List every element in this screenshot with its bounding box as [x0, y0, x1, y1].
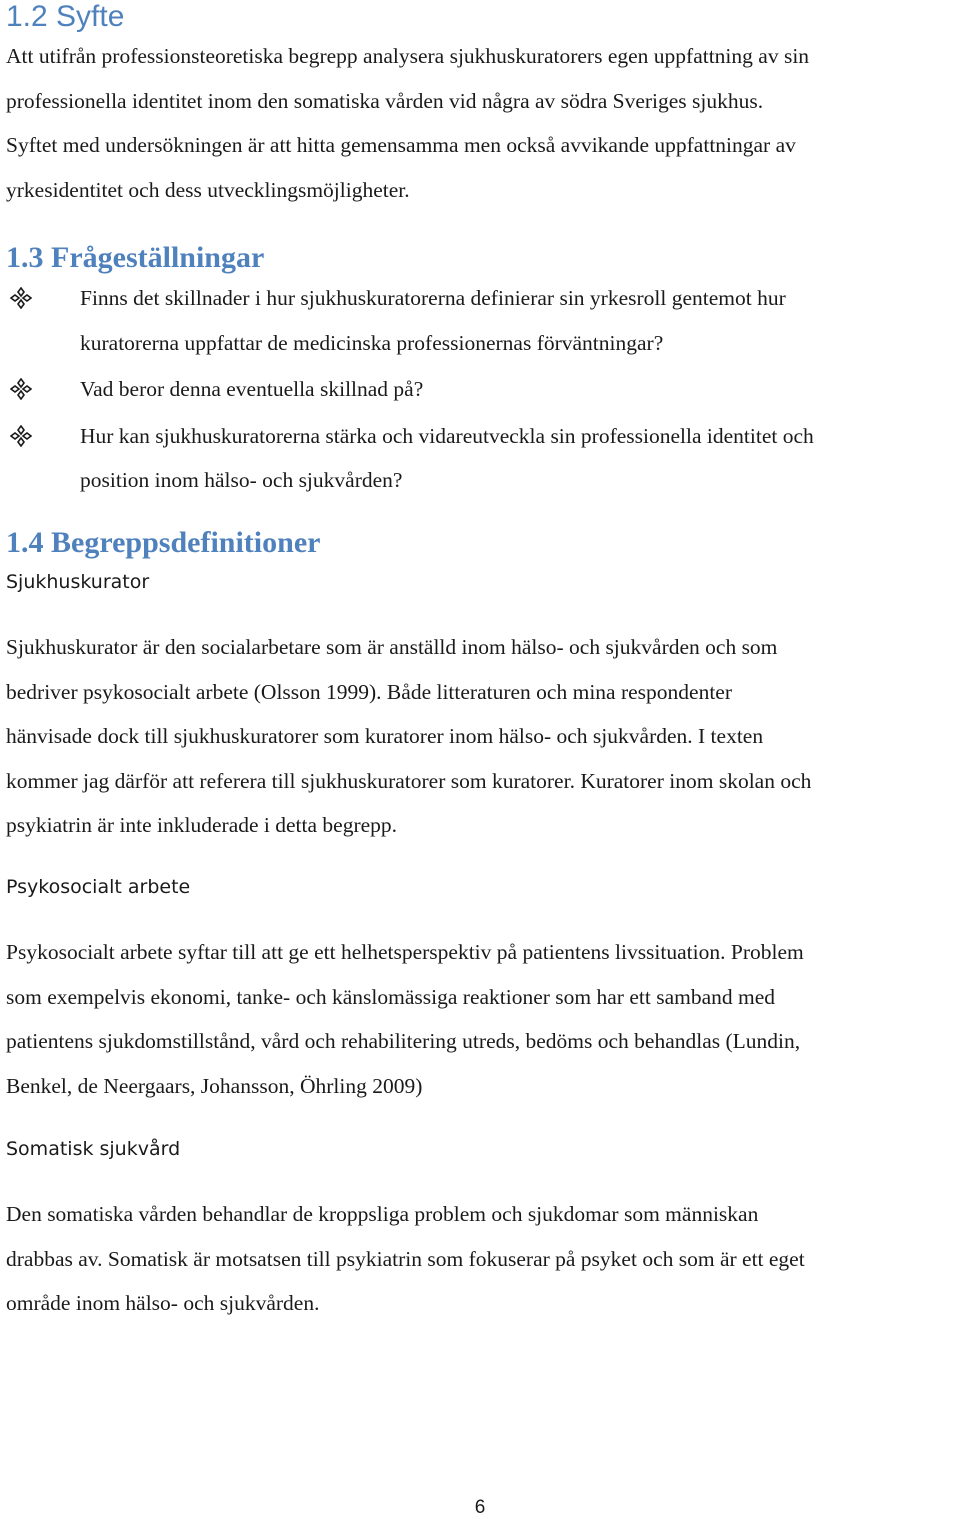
text-line: yrkesidentitet och dess utvecklingsmöjligheter.	[6, 177, 410, 202]
question-list	[0, 276, 814, 505]
text-line: Psykosocialt arbete syftar till att ge ett helhetsperspektiv på patientens livssituation. Problem	[6, 940, 804, 964]
paragraph-syfte	[6, 34, 960, 212]
page-number: 6	[474, 1497, 486, 1518]
list-item	[0, 367, 814, 412]
text-line: Vad beror denna eventuella skillnad på?	[80, 377, 424, 401]
text-line: som exempelvis ekonomi, tanke- och känslomässiga reaktioner som har ett samband med	[6, 984, 776, 1009]
diamond-bullet-icon	[10, 378, 32, 400]
list-item	[0, 276, 814, 365]
text-line: kuratorerna uppfattar de medicinska professionernas förväntningar?	[80, 330, 664, 355]
text-line: Syftet med undersökningen är att hitta gemensamma men också avvikande uppfattningar av	[6, 133, 796, 157]
term-psykosocialt-arbete: Psykosocialt arbete	[6, 876, 191, 898]
heading-fragestallningar: 1.3 Frågeställningar	[6, 241, 265, 274]
text-line: bedriver psykosocialt arbete (Olsson 1999). Både litteraturen och mina respondenter	[6, 679, 732, 704]
text-line: hänvisade dock till sjukhuskuratorer som kuratorer inom hälso- och sjukvården. I texten	[6, 724, 764, 748]
heading-syfte: 1.2 Syfte	[6, 0, 125, 33]
text-line: position inom hälso- och sjukvården?	[80, 468, 403, 492]
text-line: Den somatiska vården behandlar de kroppsliga problem och sjukdomar som människan	[6, 1202, 759, 1226]
list-item	[0, 414, 814, 503]
definition-psykosocialt-arbete	[6, 930, 960, 1108]
text-line: område inom hälso- och sjukvården.	[6, 1291, 320, 1315]
definition-somatisk-sjukvard	[6, 1192, 960, 1326]
text-line: Sjukhuskurator är den socialarbetare som är anställd inom hälso- och sjukvården och som	[6, 635, 778, 659]
diamond-bullet-icon	[10, 287, 32, 309]
text-line: Benkel, de Neergaars, Johansson, Öhrling 2009)	[6, 1073, 423, 1098]
text-line: Hur kan sjukhuskuratorerna stärka och vidareutveckla sin professionella identitet och	[80, 423, 814, 448]
text-line: drabbas av. Somatisk är motsatsen till psykiatrin som fokuserar på psyket och som är ett eget	[6, 1246, 805, 1271]
text-line: kommer jag därför att referera till sjukhuskuratorer som kuratorer. Kuratorer inom skolan och	[6, 768, 812, 793]
heading-begreppsdefinitioner: 1.4 Begreppsdefinitioner	[6, 526, 321, 559]
text-line: Finns det skillnader i hur sjukhuskuratorerna definierar sin yrkesroll gentemot hur	[80, 286, 786, 310]
text-line: patientens sjukdomstillstånd, vård och rehabilitering utreds, bedöms och behandlas (Lundin,	[6, 1029, 801, 1053]
term-sjukhuskurator: Sjukhuskurator	[6, 571, 150, 593]
diamond-bullet-icon	[10, 425, 32, 447]
text-line: Att utifrån professionsteoretiska begrepp analysera sjukhuskuratorers egen uppfattning av sin	[6, 44, 810, 68]
term-somatisk-sjukvard: Somatisk sjukvård	[6, 1138, 181, 1160]
text-line: psykiatrin är inte inkluderade i detta begrepp.	[6, 813, 398, 837]
text-line: professionella identitet inom den somatiska vården vid några av södra Sveriges sjukhus.	[6, 88, 764, 113]
definition-sjukhuskurator	[6, 625, 960, 848]
